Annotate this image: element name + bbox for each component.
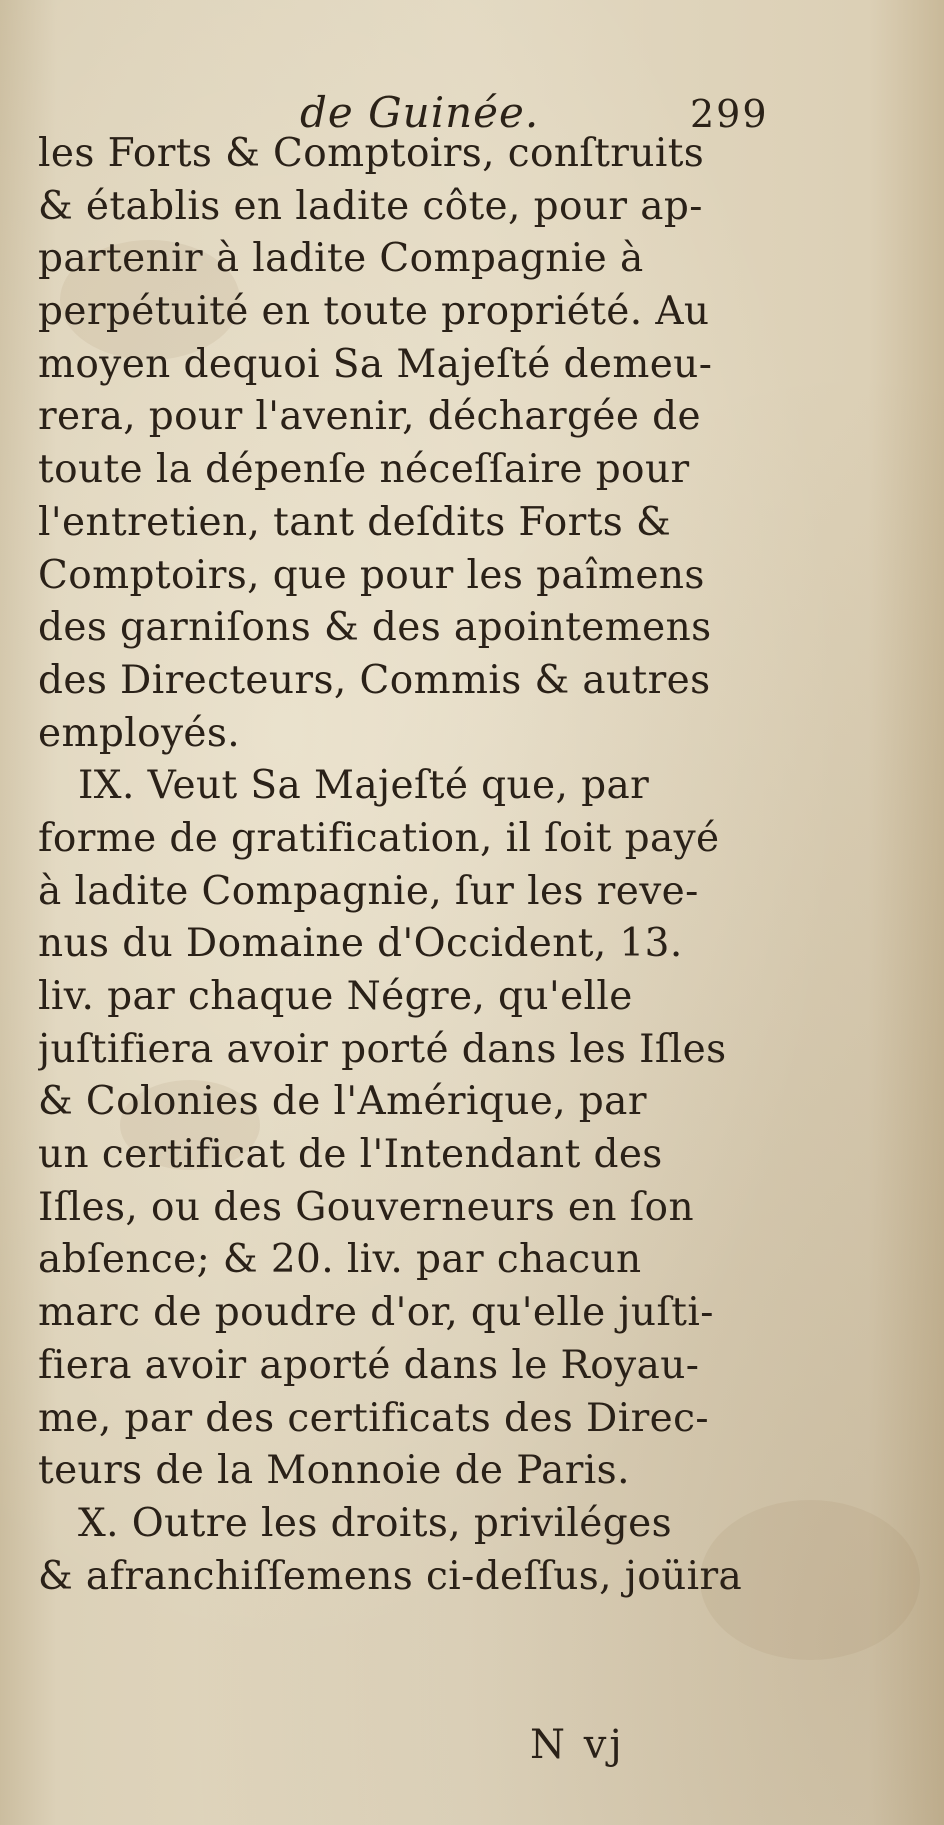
text-line: employés. bbox=[38, 710, 241, 756]
text-line: juſtifiera avoir porté dans les Iſles bbox=[38, 1026, 727, 1072]
running-title: de Guinée. bbox=[300, 88, 540, 137]
catchword-signature: N vj bbox=[530, 1722, 625, 1768]
article-heading-line: X. Outre les droits, priviléges bbox=[78, 1500, 673, 1546]
text-line: liv. par chaque Négre, qu'elle bbox=[38, 974, 633, 1019]
text-line: & Colonies de l'Amérique, par bbox=[38, 1079, 647, 1125]
text-line: marc de poudre d'or, qu'elle juſti- bbox=[38, 1290, 714, 1336]
text-line: les Forts & Comptoirs, conſtruits bbox=[38, 131, 705, 176]
text-line: abſence; & 20. liv. par chacun bbox=[38, 1237, 642, 1283]
text-line: toute la dépenſe néceſſaire pour bbox=[38, 447, 690, 493]
text-line: & afranchiſſemens ci-deſſus, joüira bbox=[38, 1553, 743, 1599]
text-line: moyen dequoi Sa Majeſté demeu- bbox=[38, 341, 713, 387]
text-line: un certificat de l'Intendant des bbox=[38, 1132, 663, 1178]
text-line: l'entretien, tant deſdits Forts & bbox=[38, 499, 672, 545]
text-line: perpétuité en toute propriété. Au bbox=[38, 289, 710, 335]
text-line: forme de gratification, il ſoit payé bbox=[38, 815, 720, 861]
text-line: teurs de la Monnoie de Paris. bbox=[38, 1448, 630, 1494]
text-line: fiera avoir aporté dans le Royau- bbox=[38, 1342, 700, 1388]
text-line: Iſles, ou des Gouverneurs en ſon bbox=[38, 1184, 694, 1230]
text-line: des garniſons & des apointemens bbox=[38, 605, 712, 651]
body-text bbox=[38, 128, 798, 1603]
text-line: me, par des certificats des Direc- bbox=[38, 1395, 709, 1441]
text-line: rera, pour l'avenir, déchargée de bbox=[38, 394, 701, 440]
page-number: 299 bbox=[690, 92, 769, 136]
text-line: à ladite Compagnie, ſur les reve- bbox=[38, 868, 699, 914]
text-line: nus du Domaine d'Occident, 13. bbox=[38, 921, 683, 967]
text-line: des Directeurs, Commis & autres bbox=[38, 657, 711, 703]
text-line: & établis en ladite côte, pour ap- bbox=[38, 183, 703, 229]
text-line: Comptoirs, que pour les paîmens bbox=[38, 552, 705, 598]
article-heading-line: IX. Veut Sa Majeſté que, par bbox=[78, 763, 650, 809]
text-line: partenir à ladite Compagnie à bbox=[38, 236, 644, 282]
